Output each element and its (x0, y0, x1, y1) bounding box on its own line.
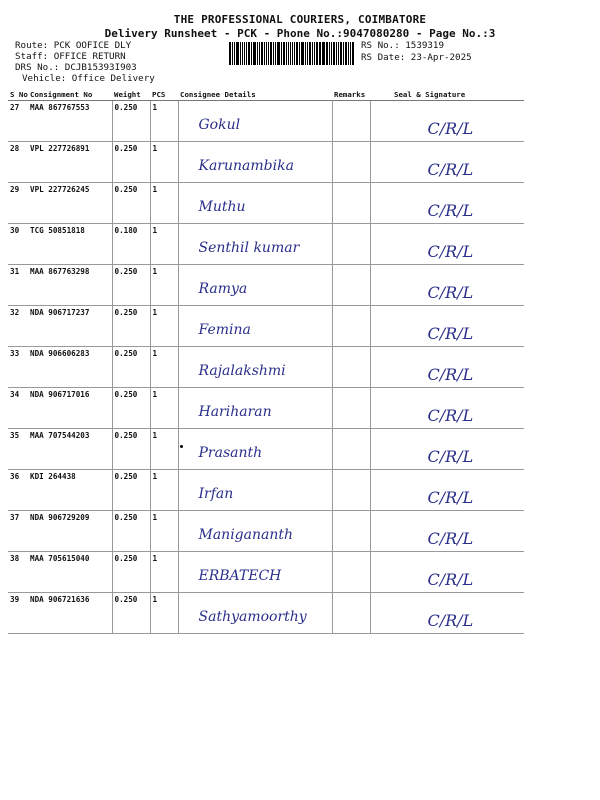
row-sno: 30 (8, 224, 28, 265)
seal-signature: C/R/L (427, 488, 474, 507)
row-pcs: 1 (150, 470, 178, 511)
row-consignment: MAA 705615040 (28, 552, 112, 593)
row-pcs: 1 (150, 429, 178, 470)
table-row (8, 306, 524, 347)
row-sno: 39 (8, 593, 28, 634)
row-remarks (332, 183, 370, 224)
row-consignment: NDA 906717237 (28, 306, 112, 347)
row-remarks (332, 593, 370, 634)
table-row (8, 183, 524, 224)
seal-signature-cell (370, 511, 524, 552)
rs-date: RS Date: 23-Apr-2025 (361, 52, 472, 63)
consignee-signature-cell (178, 183, 332, 224)
row-consignment: NDA 906721636 (28, 593, 112, 634)
row-weight: 0.250 (112, 101, 150, 142)
consignee-signature-cell (178, 429, 332, 470)
seal-signature: C/R/L (427, 283, 474, 302)
table-row (8, 347, 524, 388)
seal-signature-cell (370, 552, 524, 593)
consignee-signature: Hariharan (198, 404, 272, 420)
row-remarks (332, 101, 370, 142)
row-consignment: MAA 707544203 (28, 429, 112, 470)
row-pcs: 1 (150, 183, 178, 224)
col-sno: S No (10, 89, 28, 99)
row-weight: 0.180 (112, 224, 150, 265)
table-row (8, 224, 524, 265)
col-consignee: Consignee Details (178, 88, 332, 101)
table-row (8, 552, 524, 593)
row-remarks (332, 511, 370, 552)
consignee-signature: Karunambika (198, 158, 294, 174)
consignee-signature: Rajalakshmi (198, 363, 286, 379)
consignee-signature: ERBATECH (198, 568, 282, 584)
col-consignment: Consignment No (28, 88, 112, 101)
seal-signature-cell (370, 101, 524, 142)
seal-signature: C/R/L (427, 119, 474, 138)
row-weight: 0.250 (112, 511, 150, 552)
row-remarks (332, 470, 370, 511)
row-sno: 29 (8, 183, 28, 224)
row-weight: 0.250 (112, 265, 150, 306)
barcode-image (229, 42, 355, 65)
seal-signature-cell (370, 388, 524, 429)
row-sno: 27 (8, 101, 28, 142)
row-weight: 0.250 (112, 552, 150, 593)
row-sno: 35 (8, 429, 28, 470)
seal-signature-cell (370, 593, 524, 634)
row-consignment: VPL 227726891 (28, 142, 112, 183)
runsheet-table (8, 88, 524, 634)
ink-dot (180, 445, 183, 448)
consignee-signature-cell (178, 593, 332, 634)
drs-number: DRS No.: DCJB15393I903 (15, 62, 137, 73)
seal-signature-cell (370, 142, 524, 183)
row-consignment: NDA 906717016 (28, 388, 112, 429)
seal-signature: C/R/L (427, 611, 474, 630)
row-pcs: 1 (150, 224, 178, 265)
seal-signature-cell (370, 306, 524, 347)
rs-number: RS No.: 1539319 (361, 40, 444, 51)
consignee-signature-cell (178, 265, 332, 306)
row-weight: 0.250 (112, 347, 150, 388)
col-seal: Seal & Signature (370, 88, 524, 101)
row-consignment: TCG 50851818 (28, 224, 112, 265)
consignee-signature: Femina (198, 322, 251, 338)
row-weight: 0.250 (112, 306, 150, 347)
row-pcs: 1 (150, 552, 178, 593)
consignee-signature-cell (178, 347, 332, 388)
row-remarks (332, 224, 370, 265)
consignee-signature: Gokul (198, 117, 241, 133)
row-remarks (332, 388, 370, 429)
table-row (8, 101, 524, 142)
seal-signature: C/R/L (427, 242, 474, 261)
consignee-signature: Senthil kumar (198, 240, 300, 256)
row-pcs: 1 (150, 388, 178, 429)
row-sno: 33 (8, 347, 28, 388)
seal-signature: C/R/L (427, 324, 474, 343)
seal-signature-cell (370, 183, 524, 224)
consignee-signature-cell (178, 388, 332, 429)
runsheet-subtitle: Delivery Runsheet - PCK - Phone No.:9047080280 - Page No.:3 (104, 27, 496, 40)
consignee-signature-cell (178, 552, 332, 593)
row-remarks (332, 306, 370, 347)
seal-signature: C/R/L (427, 406, 474, 425)
seal-signature-cell (370, 224, 524, 265)
seal-signature-cell (370, 265, 524, 306)
row-weight: 0.250 (112, 142, 150, 183)
row-pcs: 1 (150, 347, 178, 388)
consignee-signature: Irfan (198, 486, 234, 502)
row-consignment: VPL 227726245 (28, 183, 112, 224)
consignee-signature-cell (178, 142, 332, 183)
seal-signature-cell (370, 429, 524, 470)
row-consignment: MAA 867763298 (28, 265, 112, 306)
table-row (8, 511, 524, 552)
seal-signature: C/R/L (427, 447, 474, 466)
row-remarks (332, 347, 370, 388)
vehicle-label: Vehicle: Office Delivery (22, 73, 155, 84)
company-title: THE PROFESSIONAL COURIERS, COIMBATORE (173, 13, 427, 26)
row-remarks (332, 265, 370, 306)
row-pcs: 1 (150, 101, 178, 142)
table-row (8, 142, 524, 183)
consignee-signature-cell (178, 470, 332, 511)
row-pcs: 1 (150, 593, 178, 634)
row-weight: 0.250 (112, 593, 150, 634)
row-sno: 38 (8, 552, 28, 593)
table-row (8, 429, 524, 470)
consignee-signature-cell (178, 101, 332, 142)
row-remarks (332, 552, 370, 593)
col-weight: Weight (112, 88, 150, 101)
seal-signature: C/R/L (427, 529, 474, 548)
consignee-signature: Sathyamoorthy (198, 609, 307, 625)
staff-label: Staff: OFFICE RETURN (15, 51, 126, 62)
consignee-signature: Muthu (198, 199, 246, 215)
consignee-signature: Prasanth (198, 445, 263, 461)
row-sno: 34 (8, 388, 28, 429)
seal-signature: C/R/L (427, 160, 474, 179)
row-weight: 0.250 (112, 429, 150, 470)
row-consignment: KDI 264438 (28, 470, 112, 511)
col-remarks: Remarks (332, 88, 370, 101)
row-consignment: NDA 906606283 (28, 347, 112, 388)
table-header-row (8, 88, 524, 101)
row-pcs: 1 (150, 306, 178, 347)
row-remarks (332, 429, 370, 470)
row-pcs: 1 (150, 265, 178, 306)
table-row (8, 593, 524, 634)
col-pcs: PCS (150, 88, 178, 101)
route-label: Route: PCK OOFICE DLY (15, 40, 132, 51)
consignee-signature-cell (178, 224, 332, 265)
row-pcs: 1 (150, 511, 178, 552)
row-pcs: 1 (150, 142, 178, 183)
row-weight: 0.250 (112, 183, 150, 224)
consignee-signature: Manigananth (198, 527, 294, 543)
seal-signature: C/R/L (427, 365, 474, 384)
consignee-signature-cell (178, 306, 332, 347)
row-weight: 0.250 (112, 388, 150, 429)
seal-signature-cell (370, 470, 524, 511)
row-sno: 32 (8, 306, 28, 347)
table-row (8, 470, 524, 511)
row-consignment: NDA 906729209 (28, 511, 112, 552)
row-remarks (332, 142, 370, 183)
row-sno: 28 (8, 142, 28, 183)
table-row (8, 388, 524, 429)
row-consignment: MAA 867767553 (28, 101, 112, 142)
row-sno: 36 (8, 470, 28, 511)
consignee-signature: Ramya (198, 281, 248, 297)
consignee-signature-cell (178, 511, 332, 552)
seal-signature: C/R/L (427, 201, 474, 220)
row-sno: 37 (8, 511, 28, 552)
table-row (8, 265, 524, 306)
seal-signature-cell (370, 347, 524, 388)
seal-signature: C/R/L (427, 570, 474, 589)
row-weight: 0.250 (112, 470, 150, 511)
row-sno: 31 (8, 265, 28, 306)
